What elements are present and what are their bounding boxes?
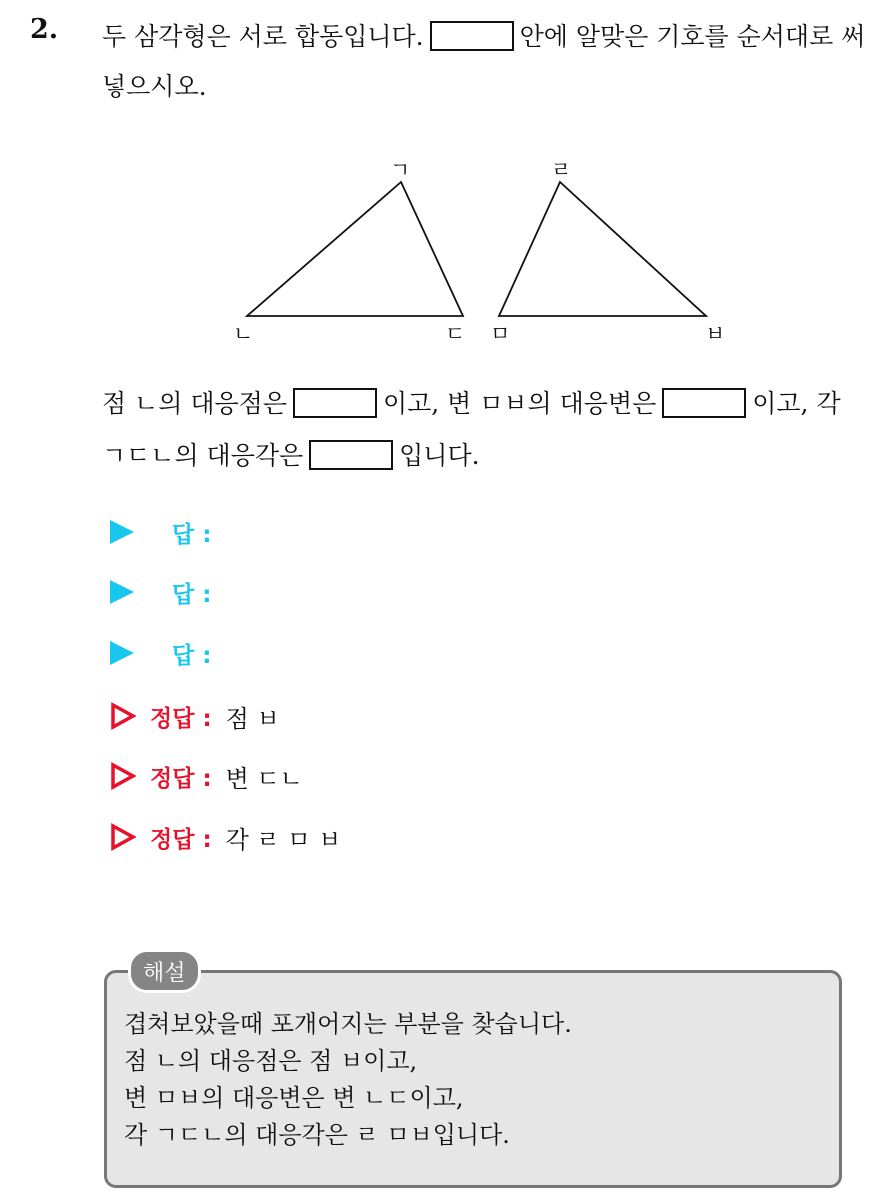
explanation-line: 변 ㅁㅂ의 대응변은 변 ㄴㄷ이고,: [124, 1084, 464, 1112]
answer-blank-box: [430, 21, 514, 51]
solution-value: 점 ㅂ: [225, 704, 280, 733]
triangle-2: [499, 182, 706, 316]
filled-triangle-icon: [110, 641, 134, 665]
solution-value: 변 ㄷㄴ: [225, 764, 303, 793]
answer-label: 답 :: [172, 581, 212, 608]
solution-label: 정답 :: [150, 826, 212, 853]
statement-part3: 이고, 각 ㄱㄷㄴ의 대응각은: [102, 389, 841, 470]
question-number: 2.: [30, 14, 59, 45]
answer-label: 답 :: [172, 642, 212, 669]
outline-triangle-icon: [110, 702, 136, 730]
question-text-part2: 안에 알맞은 기호를 순서대로 써넣으시오.: [102, 22, 866, 101]
vertex-label-rieul: ㄹ: [551, 158, 572, 182]
statement-blank-3: [309, 440, 393, 470]
solution-row: [110, 698, 280, 734]
solution-value: 각 ㄹ ㅁ ㅂ: [225, 825, 342, 854]
explanation-tag: 해설: [128, 949, 201, 993]
statement-part2: 이고, 변 ㅁㅂ의 대응변은: [382, 389, 657, 418]
solution-label: 정답 :: [150, 705, 212, 732]
explanation-line: 각 ㄱㄷㄴ의 대응각은 ㄹ ㅁㅂ입니다.: [124, 1121, 510, 1149]
filled-triangle-icon: [110, 520, 134, 544]
explanation-text: [124, 1006, 824, 1154]
answer-row: [110, 635, 211, 671]
explanation-line: 겹쳐보았을때 포개어지는 부분을 찾습니다.: [124, 1010, 572, 1038]
explanation-line: 점 ㄴ의 대응점은 점 ㅂ이고,: [124, 1047, 418, 1075]
vertex-label-nieun: ㄴ: [233, 322, 254, 346]
statement-part4: 입니다.: [399, 441, 480, 470]
outline-triangle-icon: [110, 762, 136, 790]
triangle-1: [247, 182, 463, 316]
answer-row: [110, 574, 211, 610]
vertex-label-mieum: ㅁ: [490, 322, 511, 346]
solution-row: [110, 819, 341, 855]
outline-triangle-icon: [110, 823, 136, 851]
vertex-label-giyeok: ㄱ: [390, 158, 411, 182]
solution-label: 정답 :: [150, 765, 212, 792]
solution-row: [110, 758, 303, 794]
statement-blank-2: [662, 388, 746, 418]
answer-row: [110, 514, 211, 550]
question-text: [102, 12, 872, 112]
question-text-part1: 두 삼각형은 서로 합동입니다.: [102, 22, 424, 51]
statement-blank-1: [293, 388, 377, 418]
vertex-label-bieup: ㅂ: [705, 322, 726, 346]
triangles-figure: [0, 140, 884, 350]
statement-part1: 점 ㄴ의 대응점은: [102, 389, 287, 418]
fill-in-statement: [102, 378, 872, 482]
vertex-label-digeut: ㄷ: [445, 322, 466, 346]
filled-triangle-icon: [110, 580, 134, 604]
answer-label: 답 :: [172, 521, 212, 548]
